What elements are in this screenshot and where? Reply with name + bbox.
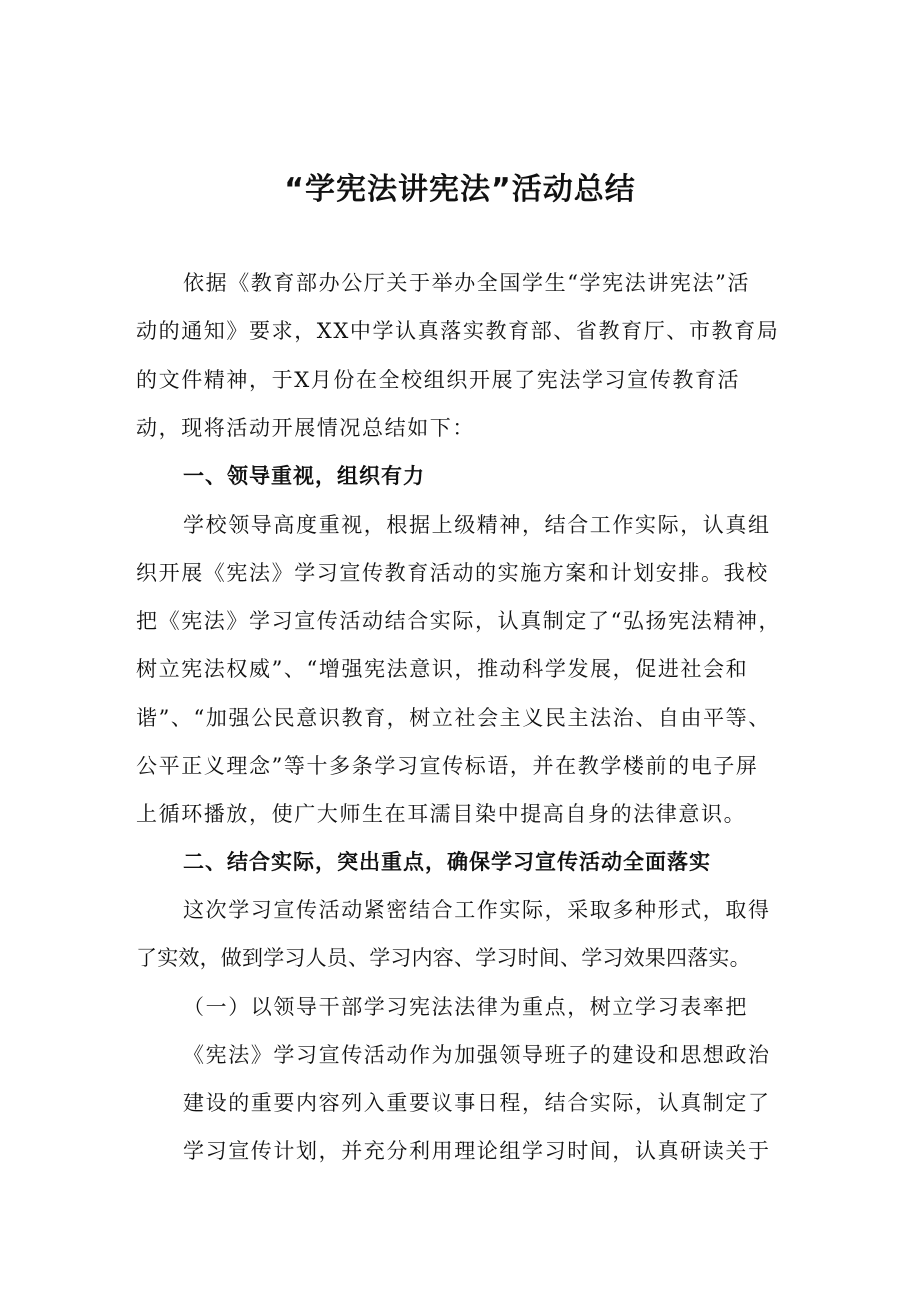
intro-line-1: 依据《教育部办公厅关于举办全国学生“学宪法讲宪法”活 [183, 271, 751, 295]
section2-line-2: 了实效，做到学习人员、学习内容、学习时间、学习效果四落实。 [136, 946, 751, 970]
intro-line-4: 动，现将活动开展情况总结如下： [136, 416, 475, 440]
subsection1-line-1: （一）以领导干部学习宪法法律为重点，树立学习表率把 [183, 995, 748, 1019]
section1-line-2: 织开展《宪法》学习宣传教育活动的实施方案和计划安排。我校 [136, 561, 769, 585]
section1-line-4: 树立宪法权威”、“增强宪法意识，推动科学发展，促进社会和 [136, 657, 749, 681]
subsection1-line-4: 学习宣传计划，并充分利用理论组学习时间，认真研读关于 [183, 1139, 771, 1163]
section-heading-1: 一、领导重视，组织有力 [183, 464, 425, 488]
section1-line-1: 学校领导高度重视，根据上级精神，结合工作实际，认真组 [183, 513, 771, 537]
section1-line-6: 公平正义理念”等十多条学习宣传标语，并在教学楼前的电子屏 [136, 754, 759, 778]
subsection1-line-3: 建设的重要内容列入重要议事日程，结合实际，认真制定了 [183, 1091, 771, 1115]
subsection1-line-2: 《宪法》学习宣传活动作为加强领导班子的建设和思想政治 [183, 1043, 771, 1067]
section1-line-7: 上循环播放，使广大师生在耳濡目染中提高自身的法律意识。 [136, 802, 747, 826]
intro-line-2: 动的通知》要求，XX中学认真落实教育部、省教育厅、市教育局 [136, 319, 780, 343]
section-heading-2: 二、结合实际，突出重点，确保学习宣传活动全面落实 [183, 850, 711, 874]
document-title: “学宪法讲宪法”活动总结 [284, 172, 636, 207]
section2-line-1: 这次学习宣传活动紧密结合工作实际，采取多种形式，取得 [183, 898, 771, 922]
section1-line-3: 把《宪法》学习宣传活动结合实际，认真制定了“弘扬宪法精神， [136, 609, 782, 633]
intro-line-3: 的文件精神，于X月份在全校组织开展了宪法学习宣传教育活 [136, 368, 741, 392]
section1-line-5: 谐”、“加强公民意识教育，树立社会主义民主法治、自由平等、 [136, 706, 771, 730]
